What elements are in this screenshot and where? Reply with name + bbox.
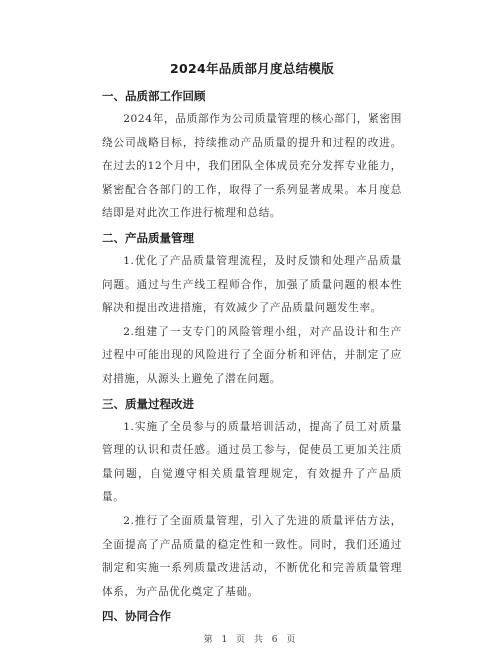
- paragraph: 2.推行了全面质量管理，引入了先进的质量评估方法，全面提高了产品质量的稳定性和一致性。同时，我们还通过制定和实施一系列质量改进活动，不断优化和完善质量管理体系，为产品优化奠定了基础。: [102, 514, 402, 598]
- section-heading: 四、协同合作: [102, 609, 171, 624]
- paragraph: 1.实施了全员参与的质量培训活动，提高了员工对质量管理的认识和责任感。通过员工参与，促使员工更加关注质量问题，自觉遵守相关质量管理规定，有效提升了产品质量。: [102, 420, 402, 504]
- paragraph: 2024年，品质部作为公司质量管理的核心部门，紧密围绕公司战略目标，持续推动产品质量的提升和过程的改进。在过去的12个月中，我们团队全体成员充分发挥专业能力，紧密配合各部门的工作，取得了一系列显著成果。本月度总结即是对此次工作进行梳理和总结。: [102, 113, 402, 220]
- section-heading: 三、质量过程改进: [102, 396, 194, 411]
- section-quality-management: [102, 230, 402, 392]
- document-content: [102, 61, 402, 628]
- section-process-improvement: [102, 396, 402, 605]
- document-title: 2024年品质部月度总结模版: [170, 61, 334, 76]
- section-review: [102, 88, 402, 226]
- page-footer: 第 1 页 共 6 页: [203, 635, 299, 645]
- paragraph: 2.组建了一支专门的风险管理小组，对产品设计和生产过程中可能出现的风险进行了全面分析和评估，并制定了应对措施，从源头上避免了潜在问题。: [102, 325, 402, 385]
- paragraph: 1.优化了产品质量管理流程，及时反馈和处理产品质量问题。通过与生产线工程师合作，加强了质量问题的根本性解决和提出改进措施，有效减少了产品质量问题发生率。: [102, 254, 402, 315]
- section-collaboration: [102, 608, 402, 628]
- section-heading: 一、品质部工作回顾: [102, 89, 206, 103]
- section-heading: 二、产品质量管理: [102, 230, 194, 245]
